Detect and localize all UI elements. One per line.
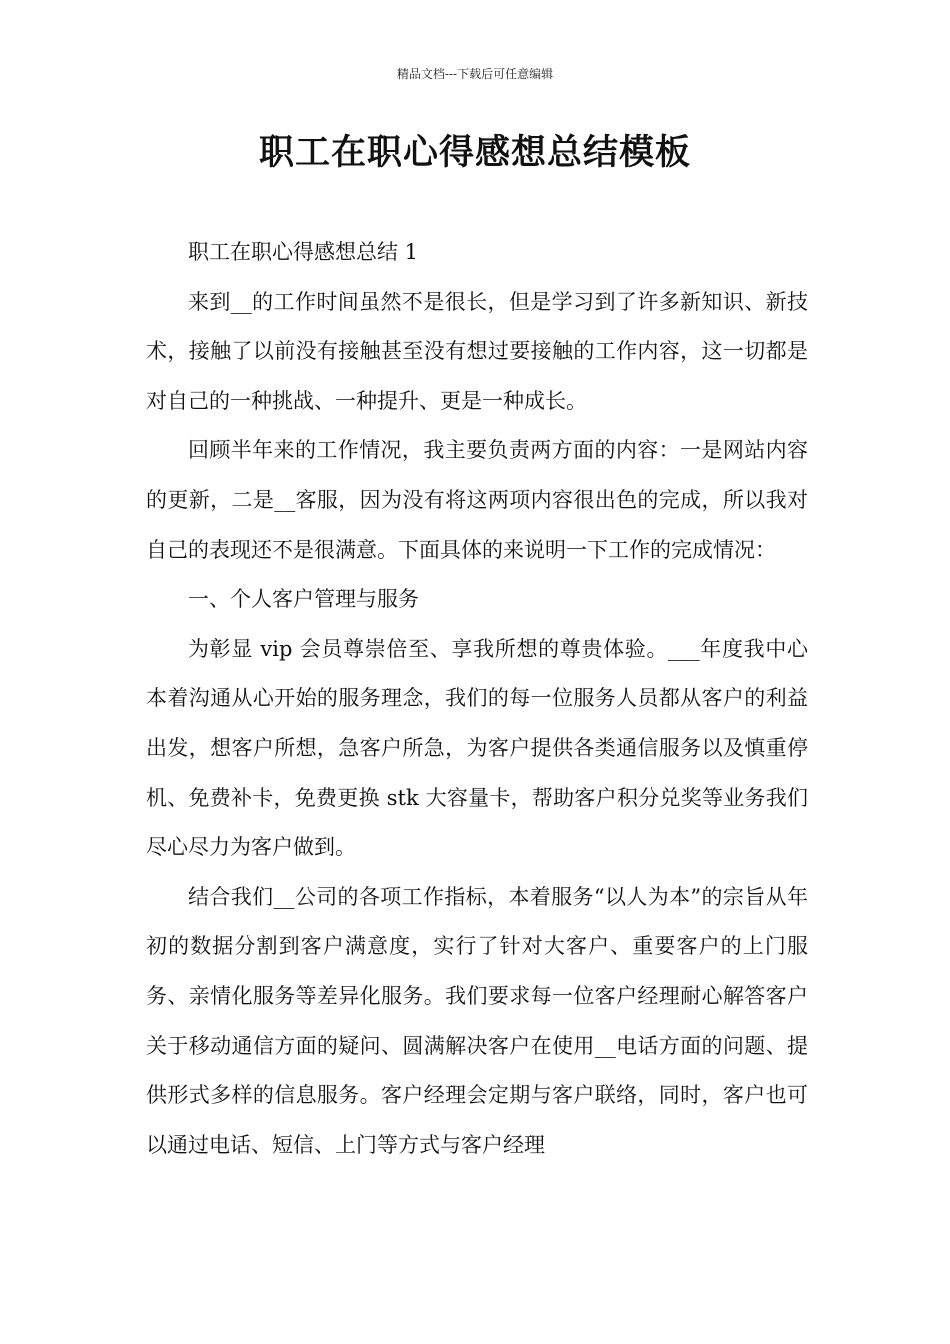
paragraph: 来到__的工作时间虽然不是很长，但是学习到了许多新知识、新技术，接触了以前没有接触甚至没有想过要接触的工作内容，这一切都是对自己的一种挑战、一种提升、更是一种成长。 (146, 289, 808, 413)
paragraph: 回顾半年来的工作情况，我主要负责两方面的内容：一是网站内容的更新，二是__客服，因为没有将这两项内容很出色的完成，所以我对自己的表现还不是很满意。下面具体的来说明一下工作的完成情况： (146, 438, 808, 562)
page-header: 精品文档---下载后可任意编辑 (396, 67, 554, 81)
document-body (146, 228, 808, 1170)
paragraph: 为彰显 vip 会员尊崇倍至、享我所想的尊贵体验。___年度我中心本着沟通从心开始的服务理念，我们的每一位服务人员都从客户的利益出发，想客户所想，急客户所急，为客户提供各类通信服务以及慎重停机、免费补卡，免费更换 stk 大容量卡，帮助客户积分兑奖等业务我们尽心尽力为客户做到。 (146, 636, 808, 860)
paragraph: 结合我们__公司的各项工作指标，本着服务“以人为本”的宗旨从年初的数据分割到客户满意度，实行了针对大客户、重要客户的上门服务、亲情化服务等差异化服务。我们要求每一位客户经理耐心解答客户关于移动通信方面的疑问、圆满解决客户在使用__电话方面的问题、提供形式多样的信息服务。客户经理会定期与客户联络，同时，客户也可以通过电话、短信、上门等方式与客户经理 (146, 884, 808, 1157)
document-title: 职工在职心得感想总结模板 (258, 132, 691, 173)
section-heading: 职工在职心得感想总结 1 (188, 240, 419, 264)
subsection-heading: 一、个人客户管理与服务 (188, 587, 419, 612)
